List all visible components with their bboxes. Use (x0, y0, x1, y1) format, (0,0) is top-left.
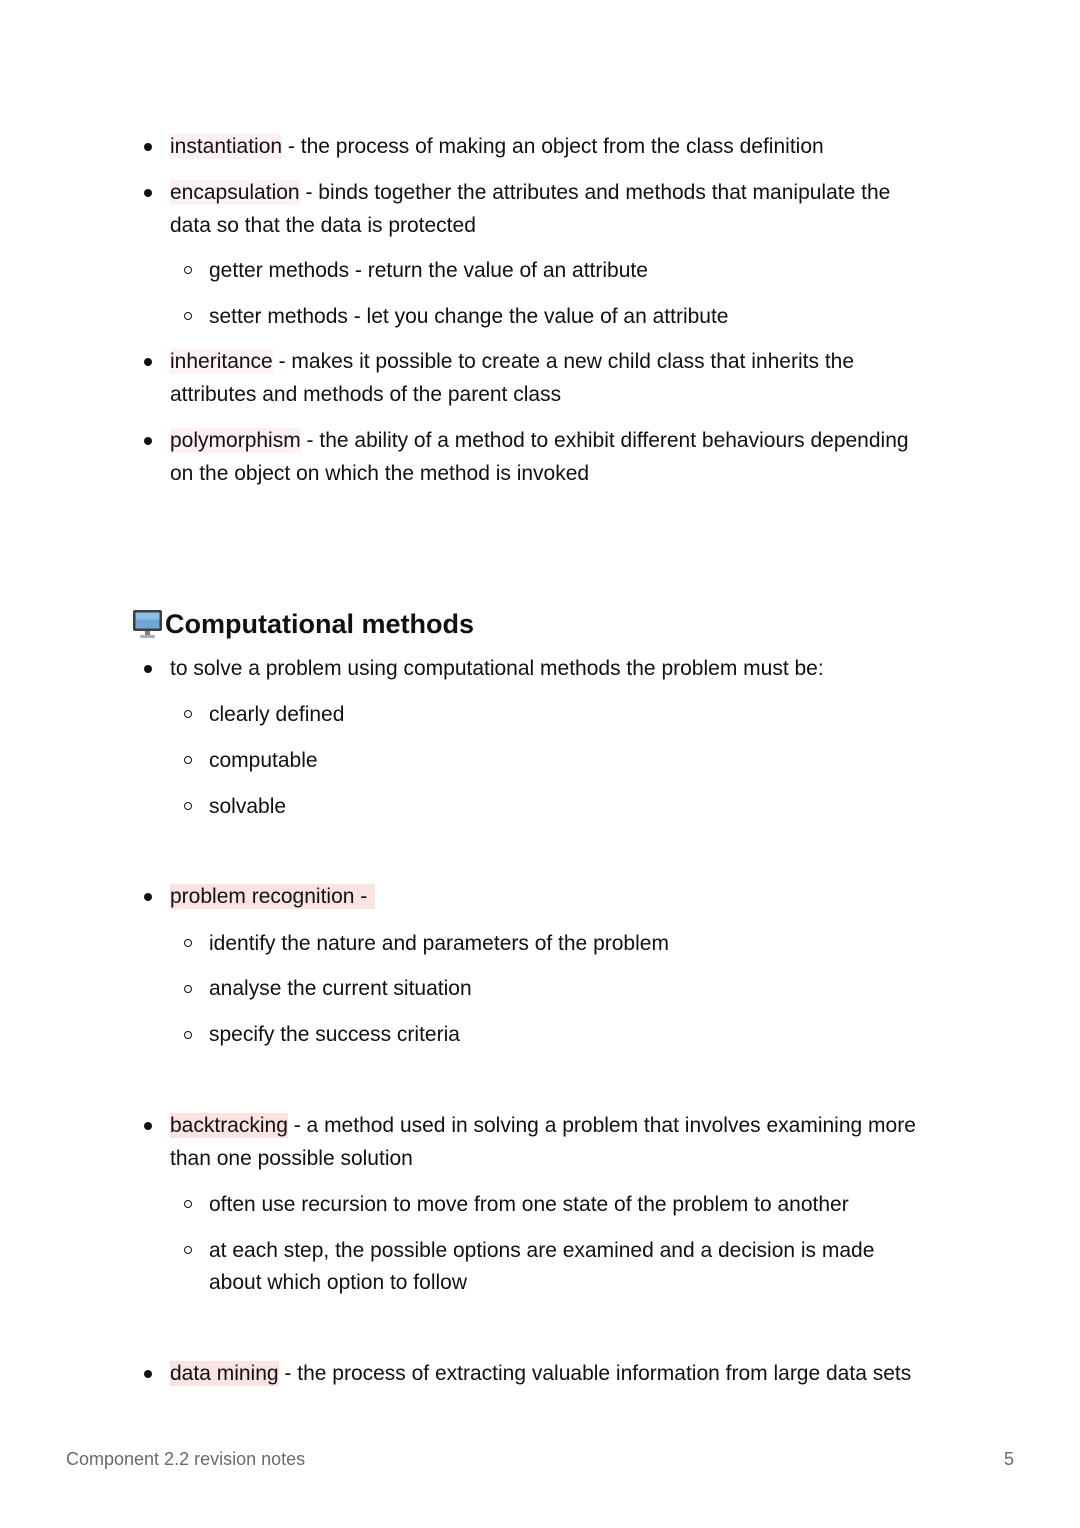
definition-text: - the process of making an object from the class definition (282, 135, 824, 158)
bullet (144, 437, 152, 445)
bullet (144, 358, 152, 366)
section-title: Computational methods (165, 609, 474, 639)
list-item-backtracking (170, 1109, 916, 1142)
list-item-problem-recognition (170, 880, 375, 913)
sub-bullet (184, 939, 192, 947)
sub-item: analyse the current situation (209, 977, 472, 1000)
bullet (144, 1122, 152, 1130)
definition-continuation: on the object on which the method is invoked (170, 462, 590, 485)
term-polymorphism: polymorphism (170, 429, 301, 452)
footer-title: Component 2.2 revision notes (66, 1449, 306, 1469)
definition-text: - binds together the attributes and methods that manipulate the (299, 181, 891, 204)
term-problem-recognition: problem recognition - (170, 884, 375, 909)
sub-item: setter methods - let you change the value of an attribute (209, 305, 729, 328)
sub-item: at each step, the possible options are examined and a decision is made (209, 1239, 875, 1262)
bullet (144, 143, 152, 151)
sub-bullet (184, 985, 192, 993)
sub-bullet (184, 802, 192, 810)
sub-bullet (184, 1031, 192, 1039)
desktop-computer-icon (132, 609, 163, 639)
bullet (144, 893, 152, 901)
term-inheritance: inheritance (170, 350, 273, 373)
list-item-inheritance (170, 345, 854, 378)
sub-bullet (184, 312, 192, 320)
definition-continuation: data so that the data is protected (170, 214, 476, 237)
sub-bullet (184, 266, 192, 274)
list-item-instantiation (170, 130, 824, 163)
term-data-mining: data mining (170, 1362, 279, 1385)
definition-continuation: than one possible solution (170, 1147, 413, 1170)
sub-bullet (184, 756, 192, 764)
definition-text: - the ability of a method to exhibit different behaviours depending (300, 429, 909, 452)
bullet (144, 189, 152, 197)
sub-item: often use recursion to move from one state of the problem to another (209, 1193, 849, 1216)
sub-item: getter methods - return the value of an attribute (209, 259, 648, 282)
term-encapsulation: encapsulation (170, 181, 300, 204)
sub-bullet (184, 1200, 192, 1208)
sub-item: identify the nature and parameters of the problem (209, 932, 669, 955)
page-number: 5 (1004, 1449, 1015, 1469)
bullet (144, 1370, 152, 1378)
sub-item: clearly defined (209, 703, 345, 726)
list-item-polymorphism (170, 424, 909, 457)
term-instantiation: instantiation (170, 135, 283, 158)
sub-item: solvable (209, 795, 287, 818)
sub-item: specify the success criteria (209, 1023, 460, 1046)
sub-bullet (184, 710, 192, 718)
definition-continuation: attributes and methods of the parent class (170, 383, 562, 406)
bullet (144, 665, 152, 673)
definition-text: - makes it possible to create a new child class that inherits the (272, 350, 855, 373)
term-backtracking: backtracking (170, 1114, 288, 1137)
definition-text: - a method used in solving a problem that involves examining more (287, 1114, 916, 1137)
sub-item: computable (209, 749, 318, 772)
list-item-data-mining (170, 1357, 911, 1390)
definition-text: - the process of extracting valuable information from large data sets (278, 1362, 912, 1385)
list-item-encapsulation (170, 176, 890, 209)
sub-item-continuation: about which option to follow (209, 1271, 467, 1294)
sub-bullet (184, 1246, 192, 1254)
list-item-intro: to solve a problem using computational methods the problem must be: (170, 657, 824, 680)
